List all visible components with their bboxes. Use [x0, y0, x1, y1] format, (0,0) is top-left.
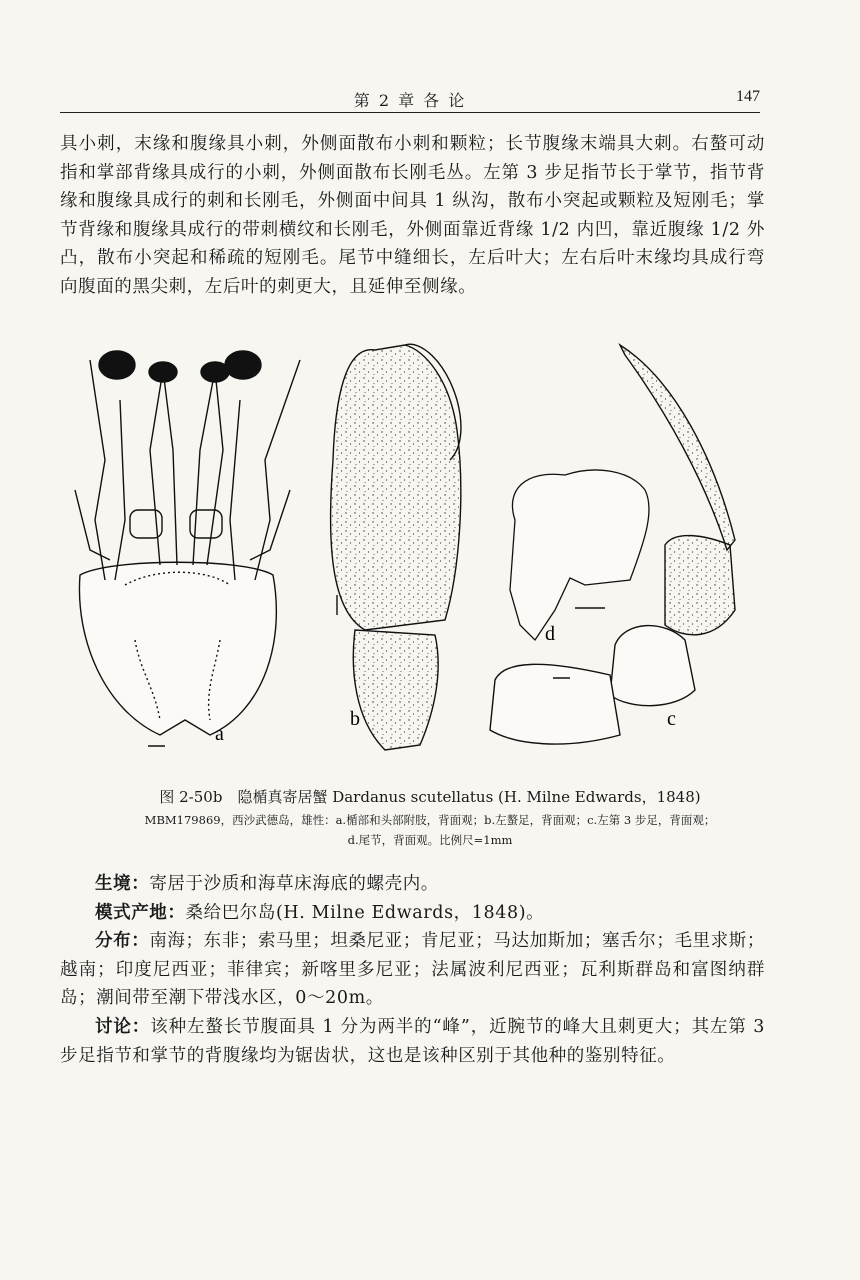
- habitat-label: 生境：: [95, 874, 150, 894]
- panel-label-a: a: [215, 723, 224, 745]
- panel-b-drawing: [331, 344, 461, 750]
- type-locality-text: 桑给巴尔岛(H. Milne Edwards，1848)。: [185, 902, 545, 923]
- distribution-text: 南海；东非；索马里；坦桑尼亚；肯尼亚；马达加斯加；塞舌尔；毛里求斯；越南；印度尼西亚；菲律宾；新喀里多尼亚；法属波利尼西亚；瓦利斯群岛和富图纳群岛；潮间带至潮下带浅水区，0～20m。: [60, 931, 765, 1009]
- page-number: 147: [736, 88, 760, 105]
- figure-illustration: [65, 340, 765, 760]
- type-locality-paragraph: [60, 899, 765, 928]
- figure-caption-line2: MBM179869，西沙武德岛，雄性：a.楯部和头部附肢，背面观；b.左螯足，背面观；c.左第 3 步足，背面观；: [144, 813, 716, 827]
- body-paragraph-1: 具小刺，末缘和腹缘具小刺，外侧面散布小刺和颗粒；长节腹缘末端具大刺。右螯可动指和掌部背缘具成行的小刺，外侧面散布长刚毛丛。左第 3 步足指节长于掌节，指节背缘和腹缘具成行的刺和长刚毛，外侧面中间具 1 纵沟，散布小突起或颗粒及短刚毛；掌节背缘和腹缘具成行的带刺横纹和长刚毛，外侧面靠近背缘 1/2 内凹，靠近腹缘 1/2 外凸，散布小突起和稀疏的短刚毛。尾节中缝细长，左后叶大；左右后叶末缘均具成行弯向腹面的黑尖刺，左后叶的刺更大，且延伸至侧缘。: [60, 134, 765, 297]
- discussion-label: 讨论：: [95, 1016, 151, 1037]
- panel-a-drawing: [75, 351, 300, 735]
- running-header: [60, 86, 760, 113]
- figure-caption-details: [60, 810, 800, 850]
- type-locality-label: 模式产地：: [95, 902, 186, 923]
- panel-d-drawing: [510, 470, 649, 640]
- chapter-title: 第 2 章 各 论: [353, 91, 467, 110]
- habitat-paragraph: [60, 870, 765, 899]
- panel-label-b: b: [350, 708, 360, 730]
- species-sections: [60, 870, 765, 1070]
- distribution-label: 分布：: [95, 931, 150, 952]
- panel-label-c: c: [667, 708, 676, 730]
- discussion-text: 该种左螯长节腹面具 1 分为两半的“峰”，近腕节的峰大且刺更大；其左第 3 步足指节和掌节的背腹缘均为锯齿状，这也是该种区别于其他种的鉴别特征。: [60, 1016, 765, 1066]
- figure-caption-title: 图 2-50b 隐楯真寄居蟹 Dardanus scutellatus (H. Milne Edwards，1848): [159, 788, 701, 806]
- habitat-text: 寄居于沙质和海草床海底的螺壳内。: [149, 874, 439, 894]
- distribution-paragraph: [60, 927, 765, 1013]
- panel-label-d: d: [545, 623, 555, 645]
- discussion-paragraph: [60, 1013, 765, 1070]
- figure-caption-line3: d.尾节，背面观。比例尺=1mm: [347, 833, 513, 847]
